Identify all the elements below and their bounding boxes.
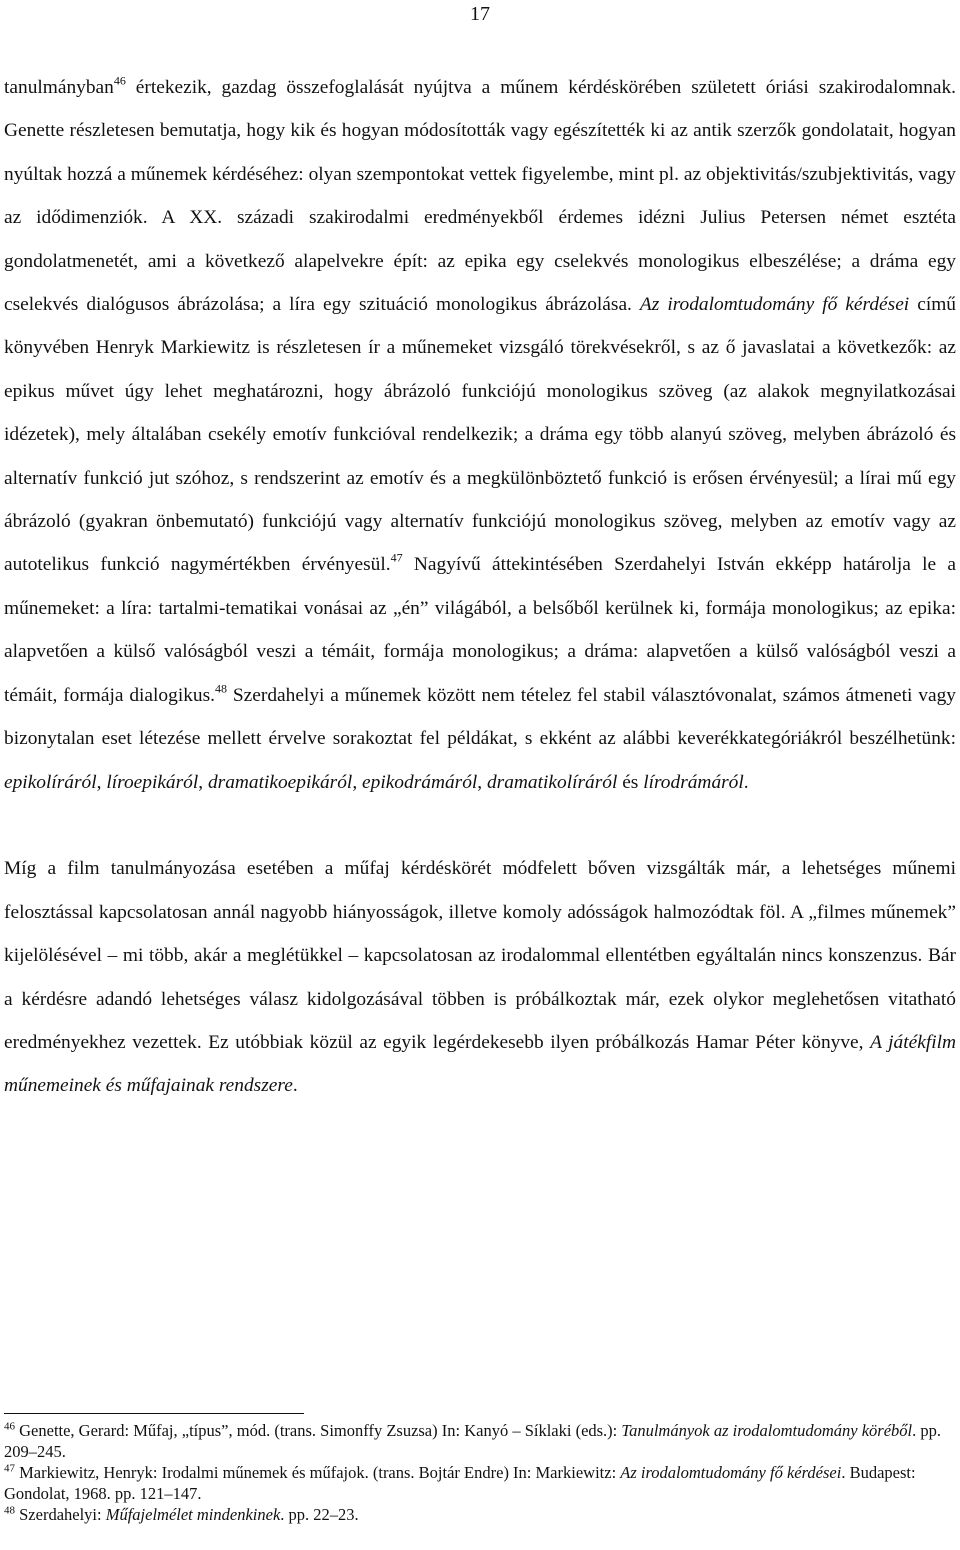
category-term: epikodrámáról (362, 771, 478, 793)
footnote-48 (4, 1504, 954, 1525)
footnote-text: . Budapest: Gondolat, 1968. pp. 121–147. (4, 1463, 916, 1503)
separator: és (617, 771, 644, 793)
footnote-number: 48 (4, 1504, 15, 1517)
footnote-text: . pp. 209–245. (4, 1421, 942, 1461)
text-segment: tanulmányban (4, 77, 114, 98)
separator: . (743, 771, 749, 793)
text-segment: Nagyívű áttekintésében Szerdahelyi István ekképp határolja le a műnemeket: a líra: tartalmi-tematikai vonásai az „én” világából, a belsőből kerülnek ki, formája monologikus; az epika: alapvetően a külső valóságból veszi a témáit, formája monologikus; a dráma: alapvetően a külső valóságból veszi a témáit, formája dialogikus. (4, 554, 957, 706)
separator: , (96, 771, 107, 793)
book-title: Az irodalomtudomány fő kérdései (639, 294, 910, 316)
footnote-text: Szerdahelyi: (15, 1505, 106, 1524)
category-term: líroepikáról (106, 771, 199, 793)
category-term: epikolíráról (4, 771, 97, 793)
footnote-ref-47[interactable]: 47 (390, 551, 403, 566)
book-title: A játékfilm műnemeinek és műfajainak rendszere (4, 1031, 956, 1097)
footnote-number: 47 (4, 1462, 15, 1475)
footnote-text: Markiewitz, Henryk: Irodalmi műnemek és műfajok. (trans. Bojtár Endre) In: Markiewitz: (15, 1463, 621, 1482)
category-term: lírodrámáról (643, 771, 744, 793)
footnote-title: Tanulmányok az irodalomtudomány köréből (621, 1421, 913, 1440)
footnote-title: Műfajelmélet mindenkinek (105, 1505, 281, 1524)
footnote-text: . pp. 22–23. (280, 1505, 359, 1524)
category-term: dramatikoepikáról (207, 771, 353, 793)
footnote-47 (4, 1462, 954, 1504)
text-segment: értekezik, gazdag összefoglalását nyújtva a műnem kérdéskörében született óriási szakirodalomnak. Genette részletesen bemutatja, hogy kik és hogyan módosították vagy egészítették ki az antik szerzők gondolatait, hogyan nyúltak hozzá a műnemek kérdéséhez: olyan szempontokat vettek figyelembe, mint pl. az objektivitás/szubjektivitás, vagy az idődimenziók. A XX. századi szakirodalmi eredményekből érdemes idézni Julius Petersen német esztéta gondolatmenetét, ami a következő alapelvekre épít: az epika egy cselekvés monologikus elbeszélése; a dráma egy cselekvés dialógusos ábrázolása; a líra egy szituáció monologikus ábrázolása. (4, 77, 956, 316)
body-text (4, 66, 956, 1108)
separator: . (292, 1075, 298, 1097)
footnote-text: Genette, Gerard: Műfaj, „típus”, mód. (trans. Simonffy Zsuzsa) In: Kanyó – Síklaki (eds.): (15, 1421, 622, 1440)
separator: , (198, 771, 208, 793)
footnote-46 (4, 1420, 954, 1462)
separator: , (352, 771, 363, 793)
footnotes (4, 1420, 954, 1525)
footnote-number: 46 (4, 1420, 15, 1433)
footnote-ref-48[interactable]: 48 (215, 681, 227, 696)
paragraph-1 (4, 66, 956, 804)
separator: , (477, 771, 487, 793)
footnote-divider (4, 1413, 304, 1414)
footnote-title: Az irodalomtudomány fő kérdései (620, 1463, 842, 1482)
page-number: 17 (470, 3, 490, 25)
category-term: dramatikolíráról (486, 771, 618, 793)
text-segment: Míg a film tanulmányozása esetében a műfaj kérdéskörét módfelett bőven vizsgálták már, a lehetséges műnemi felosztással kapcsolatosan annál nagyobb hiányosságok, illetve komoly adósságok halmozódtak föl. A „filmes műnemek” kijelölésével – mi több, akár a meglétükkel – kapcsolatosan az irodalommal ellentétben egyáltalán nincs konszenzus. Bár a kérdésre adandó lehetséges válasz kidolgozásával többen is próbálkoztak már, ezek olykor meglehetősen vitatható eredményekhez vezettek. Ez utóbbiak közül az egyik legérdekesebb ilyen próbálkozás Hamar Péter könyve, (4, 858, 956, 1053)
footnote-ref-46[interactable]: 46 (113, 73, 126, 88)
text-segment: című könyvében Henryk Markiewitz is részletesen ír a műnemeket vizsgáló törekvésekről, s az ő javaslatai a következők: az epikus művet úgy lehet meghatározni, hogy ábrázoló funkciójú monologikus szöveg (az alakok megnyilatkozásai idézetek), mely általában csekély emotív funkcióval rendelkezik; a dráma egy több alanyú szöveg, melyben ábrázoló és alternatív funkció jut szóhoz, s rendszerint az emotív és a megkülönböztető funkció is erősen érvényesül; a lírai mű egy ábrázoló (gyakran önbemutató) funkciójú vagy alternatív funkciójú monologikus szöveg, melyben az emotív vagy az autotelikus funkció nagymértékben érvényesül. (4, 294, 956, 576)
paragraph-2 (4, 847, 956, 1107)
text-segment: Szerdahelyi a műnemek között nem tételez fel stabil választóvonalat, számos átmeneti vagy bizonytalan eset létezése mellett érvelve sorakoztat fel példákat, s ekként az alábbi keverékkategóriákról beszélhetünk: (4, 684, 956, 750)
